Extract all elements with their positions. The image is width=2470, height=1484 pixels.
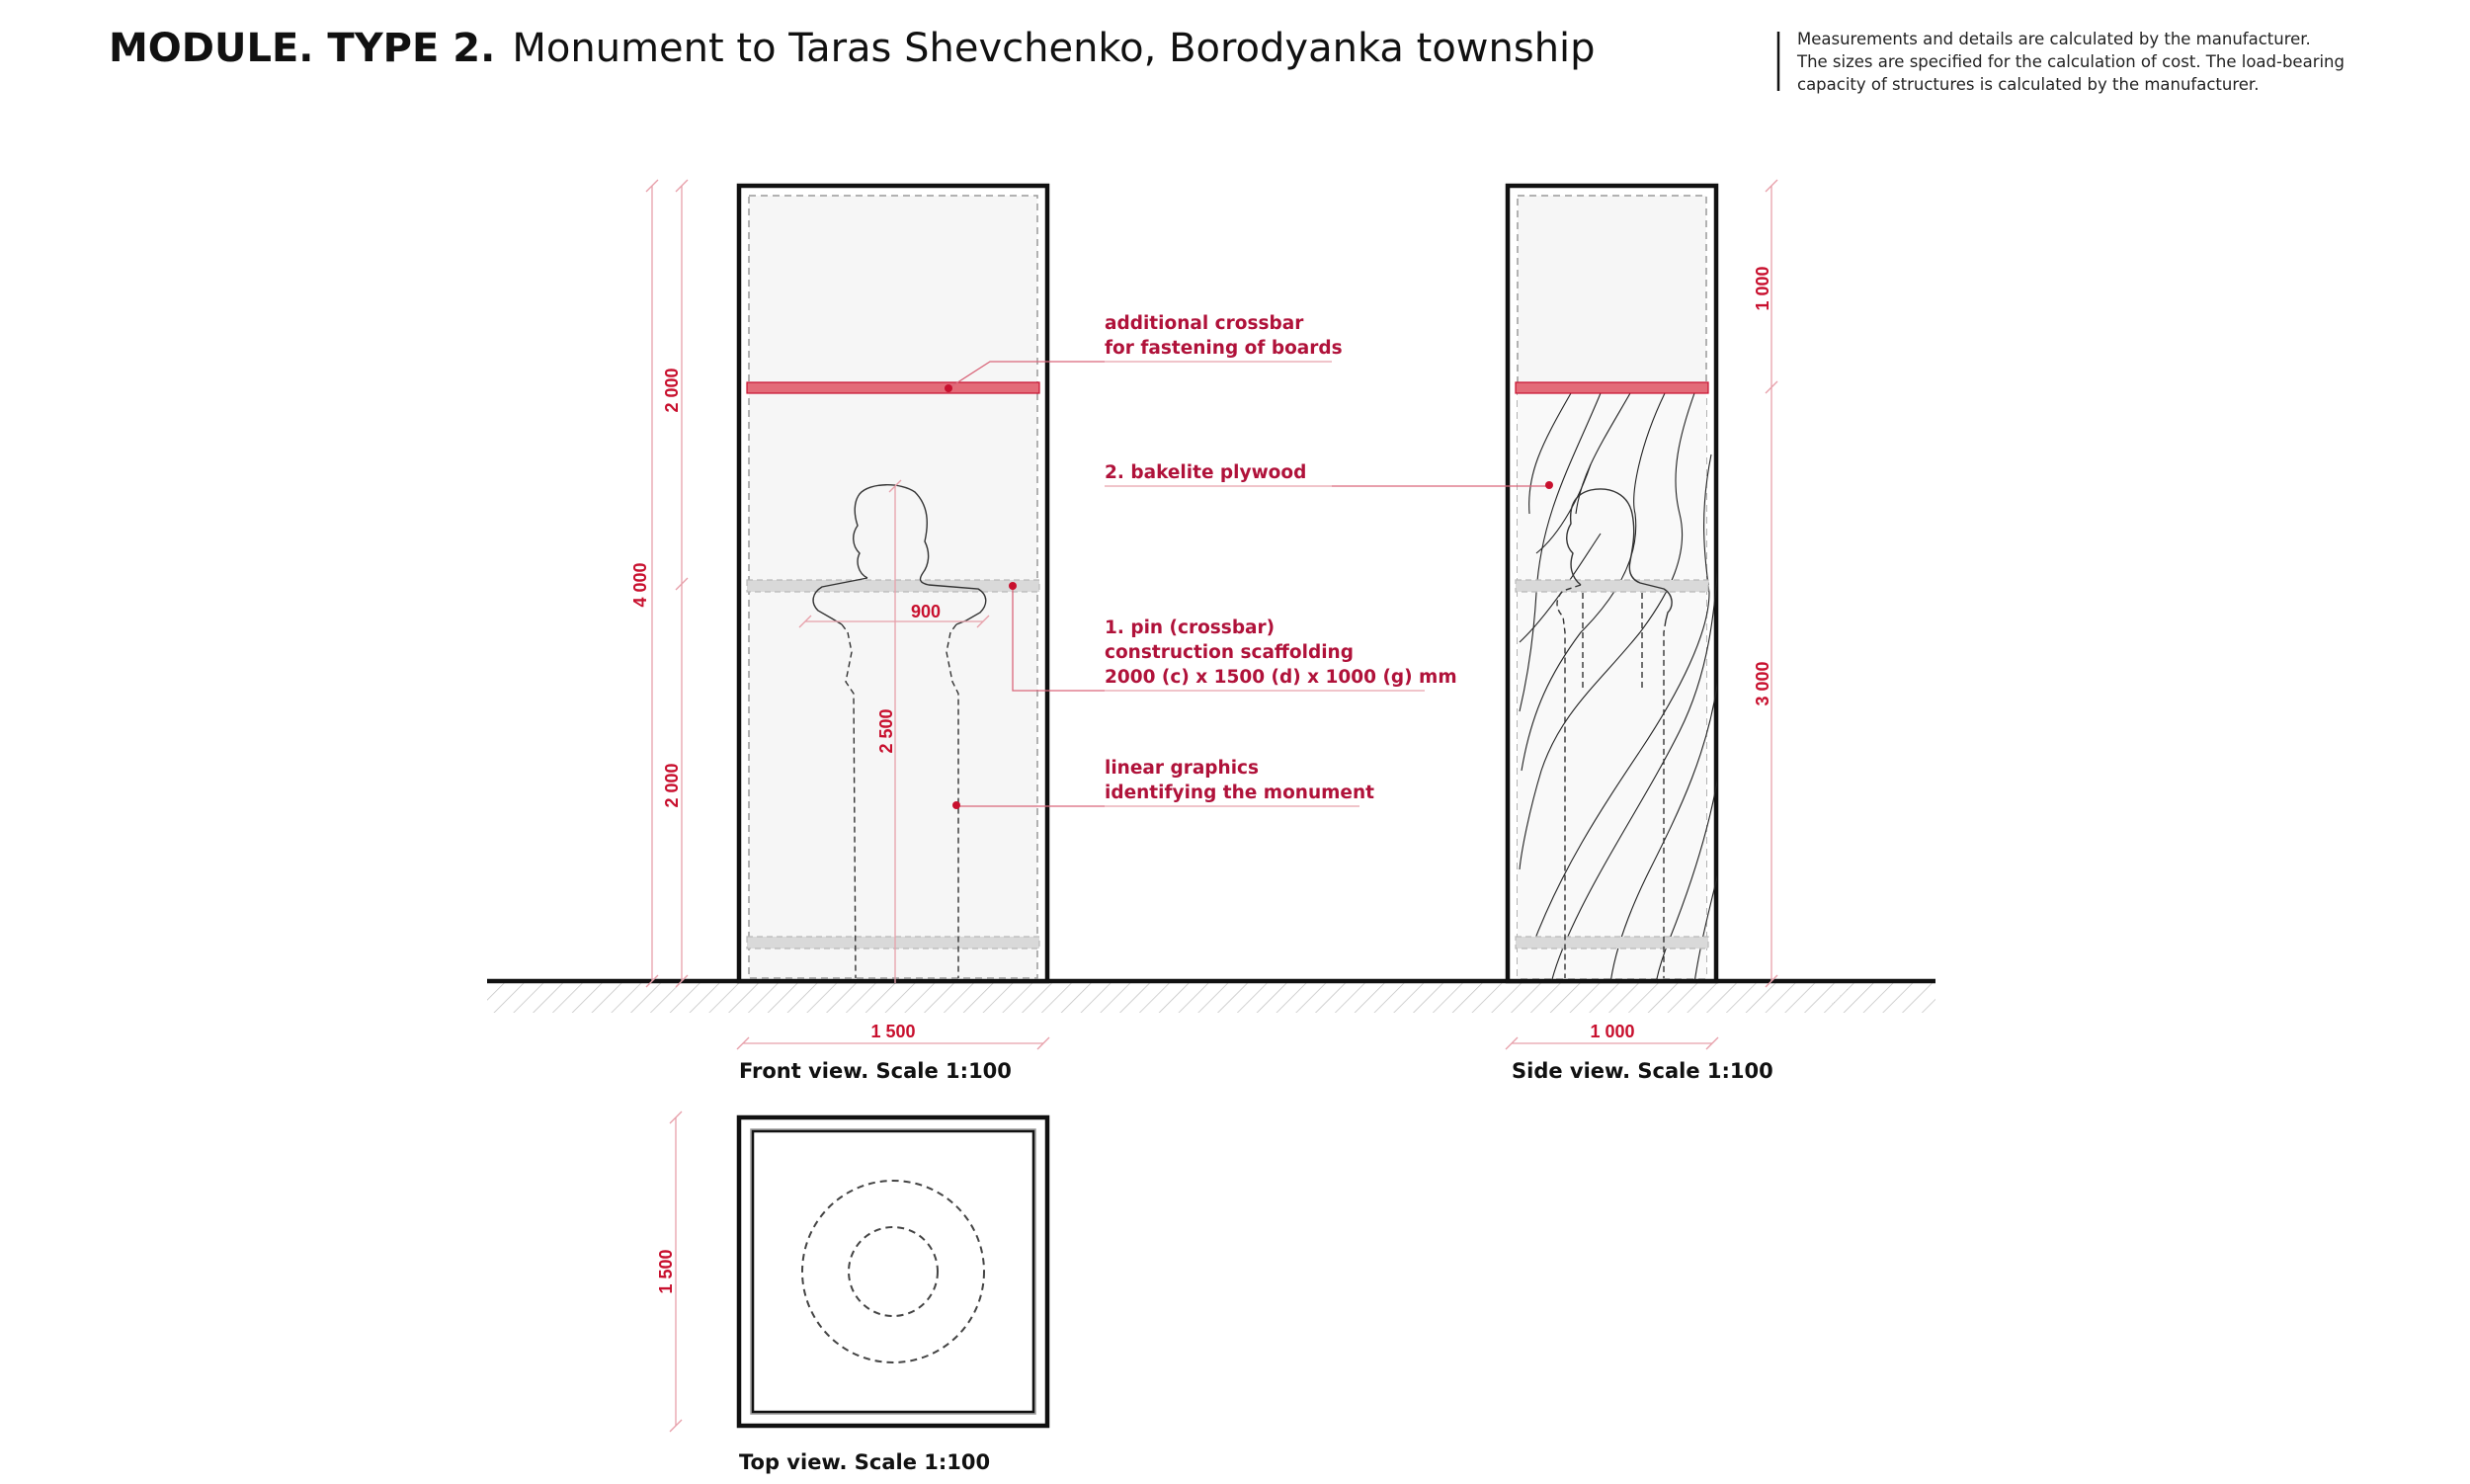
side-pin-crossbar <box>1516 580 1708 592</box>
annotation-pin-line-3: 2000 (c) x 1500 (d) x 1000 (g) mm <box>1105 667 1457 688</box>
front-view-caption: Front view. Scale 1:100 <box>739 1059 1012 1083</box>
annotation-graphics-line-2: identifying the monument <box>1105 783 1374 803</box>
front-width-label: 1 500 <box>870 1022 916 1041</box>
front-bust-width-label: 900 <box>910 602 942 621</box>
sheet-title <box>109 26 1596 71</box>
side-plywood-area <box>1518 393 1706 978</box>
top-frame <box>739 1117 1047 1426</box>
front-pin-crossbar <box>747 580 1039 592</box>
front-bust-height-label: 2 500 <box>876 708 896 754</box>
annotation-crossbar-dot <box>945 384 952 392</box>
annotation-plywood-text: 2. bakelite plywood <box>1105 462 1307 483</box>
annotation-pin-line-1: 1. pin (crossbar) <box>1105 618 1276 638</box>
top-width-label: 1 500 <box>656 1249 676 1294</box>
front-upper-height-label: 2 000 <box>662 368 682 413</box>
annotation-pin-dot <box>1009 582 1017 590</box>
disclaimer-line-1: Measurements and details are calculated by the manufacturer. <box>1797 30 2311 48</box>
side-view-caption: Side view. Scale 1:100 <box>1512 1059 1773 1083</box>
side-bottom-crossbar <box>1516 937 1708 948</box>
annotation-crossbar-line-1: additional crossbar <box>1105 313 1304 334</box>
front-total-height-label: 4 000 <box>630 562 650 608</box>
annotation-pin <box>1009 582 1457 691</box>
annotation-crossbar-line-2: for fastening of boards <box>1105 338 1343 359</box>
annotation-graphics-line-1: linear graphics <box>1105 758 1260 779</box>
title-bold: MODULE. TYPE 2. <box>109 26 496 71</box>
front-bottom-crossbar <box>747 937 1039 948</box>
side-width-label: 1 000 <box>1590 1022 1635 1041</box>
annotation-plywood-dot <box>1545 481 1553 489</box>
title-regular: Monument to Taras Shevchenko, Borodyanka township <box>512 26 1596 71</box>
disclaimer-line-2: The sizes are specified for the calculation of cost. The load-bearing <box>1797 52 2345 71</box>
top-view-caption: Top view. Scale 1:100 <box>739 1450 991 1474</box>
annotation-pin-line-2: construction scaffolding <box>1105 642 1354 663</box>
side-upper-height-label: 1 000 <box>1753 266 1772 311</box>
ground-hatch <box>487 983 1935 1013</box>
front-lower-height-label: 2 000 <box>662 763 682 808</box>
side-view <box>1506 180 1777 1083</box>
side-additional-crossbar <box>1516 382 1708 393</box>
top-view <box>656 1112 1047 1474</box>
disclaimer-line-3: capacity of structures is calculated by the manufacturer. <box>1797 75 2260 94</box>
front-view <box>630 180 1049 1083</box>
annotation-plywood <box>1105 462 1553 489</box>
disclaimer <box>1796 30 2345 94</box>
side-lower-height-label: 3 000 <box>1753 661 1772 706</box>
svg-text:MODULE. TYPE 2. Monument <box>109 26 1596 71</box>
front-additional-crossbar <box>747 382 1039 393</box>
annotation-graphics-dot <box>952 801 960 809</box>
